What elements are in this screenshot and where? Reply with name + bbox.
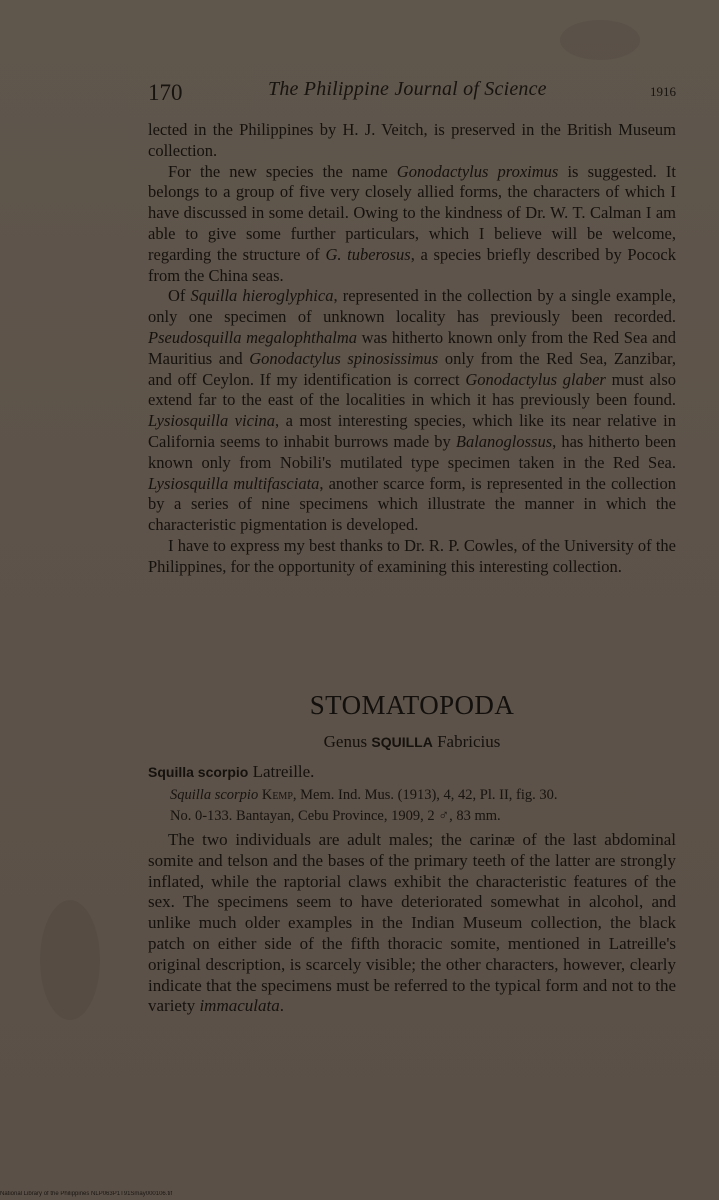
text-run: The two individuals are adult males; the carinæ of the last abdominal somite and telson and the bases of the primary teeth of the latter are strongly inflated, while the raptorial claws exhibit the characteristic features of the sex. The specimens seem to have deteriorated somewhat in alcohol, and unlike much older examples in the Indian Museum collection, the black patch on either side of the fifth thoracic somite, mentioned in Latreille's original description, is scarcely visible; the other characters, however, clearly indicate that the specimens must be referred to the typical form and not to the variety: [148, 830, 676, 1016]
text-run: For the new species the name: [168, 161, 397, 181]
text-run: I have to express my best thanks to Dr. R. P. Cowles, of the University of the Philippines, for the opportunity of examining this interesting collection.: [148, 535, 676, 576]
page-number: 170: [148, 80, 183, 105]
italic-text-run: Pseudosquilla megalophthalma: [148, 327, 357, 347]
specimen-record: No. 0-133. Bantayan, Cebu Province, 1909, 2 ♂, 83 mm.: [170, 808, 501, 824]
species-name: Squilla scorpio: [148, 764, 249, 780]
section-title: STOMATOPODA: [309, 690, 515, 720]
citation-author: Kemp: [261, 787, 293, 803]
text-run: only from the Red Sea, Zanzibar, and off Ceylon. If my identification is correct: [148, 348, 676, 389]
paragraph: [148, 286, 676, 536]
citation-species: Squilla scorpio: [170, 787, 259, 803]
genus-prefix: Genus: [323, 732, 372, 751]
paragraph: [148, 536, 676, 578]
italic-text-run: Lysiosquilla multifasciata: [148, 473, 320, 493]
intro-text: [148, 120, 676, 578]
paragraph: [148, 120, 676, 162]
publication-year: 1916: [650, 84, 676, 99]
text-run: , another scarce form, is represented in the collection by a series of nine specimens which illustrate the manner in which the characteristic pigmentation is developed.: [148, 473, 676, 535]
text-run: , a species briefly described by Pocock from the China seas.: [148, 244, 676, 285]
genus-author: Fabricius: [432, 732, 501, 751]
text-run: , a most interesting species, which like its near relative in California seems to inhabit burrows made by: [148, 411, 676, 451]
text-run: must also extend far to the east of the localities in which it has previously been found.: [148, 369, 677, 410]
text-run: , has hitherto been known only from Nobili's mutilated type specimen taken in the Red Sea.: [148, 431, 676, 472]
species-heading: [148, 762, 314, 782]
genus-name: SQUILLA: [371, 734, 433, 750]
text-run: , represented in the collection by a single example, only one specimen of unknown locality has previously been recorded.: [148, 286, 676, 327]
italic-text-run: Squilla hieroglyphica: [190, 286, 334, 306]
scan-smudge: [40, 900, 100, 1020]
scan-footer: National Library of the Philippines NLP063P1T91Smay000106.tif: [0, 1191, 173, 1197]
text-run: is suggested. It belongs to a group of five very closely allied forms, the characters of which I have discussed in some detail. Owing to the kindness of Dr. W. T. Calman I am able to give some further particulars, which I believe will be welcome, regarding the structure of: [148, 161, 676, 264]
italic-text-run: immaculata: [199, 996, 280, 1016]
italic-text-run: Balanoglossus: [455, 431, 553, 451]
species-author: Latreille.: [248, 762, 315, 781]
text-run: Of: [168, 286, 191, 306]
paragraph: [148, 162, 676, 287]
journal-title: The Philippine Journal of Science: [268, 78, 547, 100]
paragraph: [148, 830, 676, 1017]
italic-text-run: G. tuberosus: [325, 244, 411, 264]
species-citation: [170, 785, 676, 827]
italic-text-run: Gonodactylus glaber: [465, 369, 606, 389]
text-run: was hitherto known only from the Red Sea and Mauritius and: [148, 327, 676, 368]
species-description: [148, 830, 676, 1017]
italic-text-run: Gonodactylus proximus: [396, 161, 559, 181]
citation-line: [170, 785, 676, 806]
citation-reference: , Mem. Ind. Mus. (1913), 4, 42, Pl. II, fig. 30.: [292, 787, 558, 803]
italic-text-run: Lysiosquilla vicina: [148, 411, 275, 431]
genus-heading: [148, 732, 676, 752]
text-run: .: [279, 996, 284, 1016]
scan-smudge: [560, 20, 640, 60]
italic-text-run: Gonodactylus spinosissimus: [249, 348, 439, 368]
running-header: [148, 78, 676, 112]
text-run: lected in the Philippines by H. J. Veitch, is preserved in the British Museum collection.: [148, 120, 676, 160]
